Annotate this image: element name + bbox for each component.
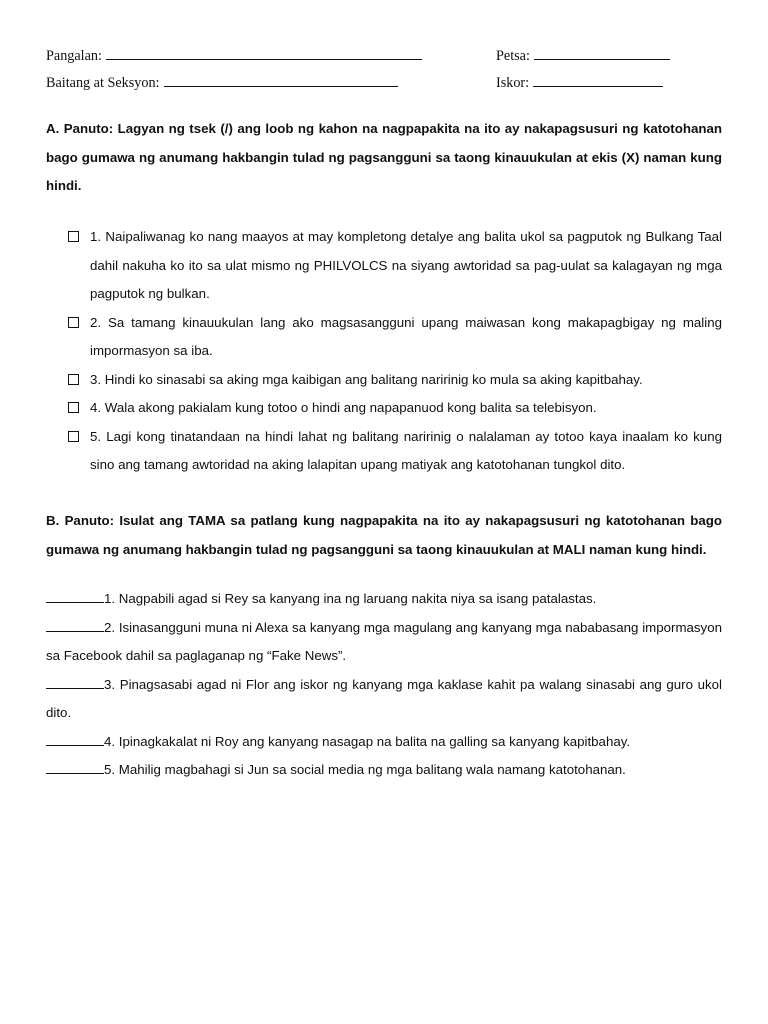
answer-item: [46, 728, 722, 757]
section-label: Baitang at Seksyon:: [46, 75, 160, 91]
part-a-instructions: A. Panuto: Lagyan ng tsek (/) ang loob ng kahon na nagpapakita na ito ay nakapagsusuri ng katotohanan bago gumawa ng anumang hakbangin tulad ng pagsangguni sa taong kinauukulan at ekis (X) naman kung hindi.: [46, 121, 722, 193]
part-b-list: [46, 585, 722, 785]
part-a-checklist: [68, 223, 722, 480]
answer-item: [46, 585, 722, 614]
checkbox[interactable]: [68, 402, 79, 413]
answer-blank[interactable]: [46, 619, 104, 632]
checklist-item-text: 2. Sa tamang kinauukulan lang ako magsasangguni upang maiwasan kong makapagbigay ng maling impormasyon sa iba.: [90, 314, 722, 358]
name-field-row: [46, 47, 422, 65]
score-blank[interactable]: [533, 74, 663, 87]
checklist-item: [68, 423, 722, 480]
checkbox[interactable]: [68, 231, 79, 242]
name-blank[interactable]: [106, 47, 422, 60]
checkbox[interactable]: [68, 431, 79, 442]
checklist-item: [68, 394, 722, 423]
name-label: Pangalan:: [46, 48, 102, 64]
score-field-row: [496, 74, 663, 92]
checklist-item: [68, 223, 722, 309]
answer-item-text: 3. Pinagsasabi agad ni Flor ang iskor ng kanyang mga kaklase kahit pa walang sinasabi ang guro ukol dito.: [46, 676, 722, 720]
section-field-row: [46, 74, 398, 92]
checklist-item-text: 3. Hindi ko sinasabi sa aking mga kaibigan ang balitang naririnig ko mula sa aking kapitbahay.: [90, 371, 643, 387]
checklist-item: [68, 366, 722, 395]
date-blank[interactable]: [534, 47, 670, 60]
date-field-row: [496, 47, 670, 65]
answer-blank[interactable]: [46, 733, 104, 746]
answer-blank[interactable]: [46, 761, 104, 774]
score-label: Iskor:: [496, 75, 530, 91]
part-b-instructions: B. Panuto: Isulat ang TAMA sa patlang kung nagpapakita na ito ay nakapagsusuri ng katotohanan bago gumawa ng anumang hakbangin tulad ng pagsangguni sa taong kinauukulan at MALI naman kung hindi.: [46, 513, 722, 557]
checkbox[interactable]: [68, 317, 79, 328]
answer-item-text: 2. Isinasangguni muna ni Alexa sa kanyang mga magulang ang kanyang mga nababasang impormasyon sa Facebook dahil sa paglaganap ng “Fake News”.: [46, 619, 722, 663]
checklist-item-text: 4. Wala akong pakialam kung totoo o hindi ang napapanuod kong balita sa telebisyon.: [90, 400, 597, 415]
answer-item-text: 4. Ipinagkakalat ni Roy ang kanyang nasagap na balita na galling sa kanyang kapitbahay.: [104, 733, 631, 749]
answer-item: [46, 671, 722, 728]
answer-item-text: 5. Mahilig magbahagi si Jun sa social media ng mga balitang wala namang katotohanan.: [104, 762, 626, 777]
answer-item: [46, 756, 722, 785]
answer-blank[interactable]: [46, 590, 104, 603]
answer-item: [46, 614, 722, 671]
section-blank[interactable]: [164, 74, 398, 87]
answer-blank[interactable]: [46, 676, 104, 689]
checklist-item: [68, 309, 722, 366]
answer-item-text: 1. Nagpabili agad si Rey sa kanyang ina ng laruang nakita niya sa isang patalastas.: [104, 591, 597, 606]
checklist-item-text: 5. Lagi kong tinatandaan na hindi lahat ng balitang naririnig o nalalaman ay totoo kaya inaalam ko kung sino ang tamang awtoridad na aking lalapitan upang matiyak ang katotohanan tungkol dito.: [90, 428, 722, 472]
date-label: Petsa:: [496, 48, 530, 64]
checkbox[interactable]: [68, 374, 79, 385]
checklist-item-text: 1. Naipaliwanag ko nang maayos at may kompletong detalye ang balita ukol sa pagputok ng Bulkang Taal dahil nakuha ko ito sa ulat mismo ng PHILVOLCS na siyang awtoridad sa pag-uulat sa kalagayan ng mga pagputok ng bulkan.: [90, 229, 722, 301]
